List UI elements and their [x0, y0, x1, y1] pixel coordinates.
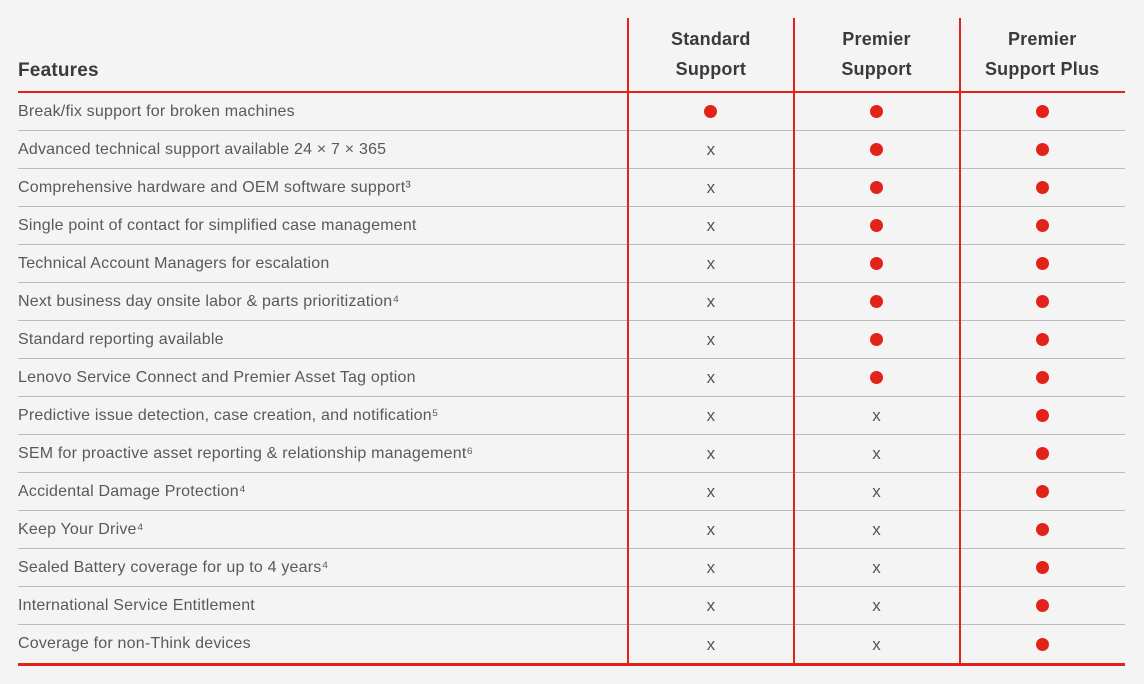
not-included-x-mark: x: [706, 216, 716, 235]
column-divider-line: [793, 18, 795, 666]
value-cell: [794, 407, 960, 424]
included-dot-icon: [1036, 561, 1049, 574]
column-header-line: Support: [841, 59, 912, 79]
included-dot-icon: [1036, 447, 1049, 460]
value-cell: [959, 485, 1125, 498]
value-cell: [628, 559, 794, 576]
column-header-line: Standard: [671, 29, 751, 49]
value-cell: [628, 521, 794, 538]
support-comparison-table: [18, 14, 1125, 666]
value-cell: [628, 369, 794, 386]
included-dot-icon: [1036, 219, 1049, 232]
feature-label: Standard reporting available: [18, 330, 224, 348]
feature-label: Keep Your Drive⁴: [18, 520, 144, 538]
feature-label: Break/fix support for broken machines: [18, 102, 295, 120]
value-cell: [794, 257, 960, 270]
column-header-premier-support: [794, 14, 960, 91]
included-dot-icon: [1036, 257, 1049, 270]
included-dot-icon: [870, 371, 883, 384]
features-column-header: Features: [18, 60, 99, 81]
not-included-x-mark: x: [706, 178, 716, 197]
feature-label: Comprehensive hardware and OEM software support³: [18, 178, 411, 196]
value-cell: [959, 599, 1125, 612]
value-cell: [794, 105, 960, 118]
included-dot-icon: [1036, 523, 1049, 536]
included-dot-icon: [870, 257, 883, 270]
included-dot-icon: [1036, 485, 1049, 498]
included-dot-icon: [1036, 295, 1049, 308]
value-cell: [794, 371, 960, 384]
included-dot-icon: [1036, 333, 1049, 346]
column-header-line: Premier: [1007, 29, 1077, 49]
not-included-x-mark: x: [872, 634, 881, 654]
value-cell: [959, 295, 1125, 308]
value-cell: [959, 523, 1125, 536]
included-dot-icon: [870, 105, 883, 118]
not-included-x-mark: x: [706, 596, 716, 615]
column-header-line: Premier: [842, 29, 911, 49]
column-header-line: Support: [675, 59, 747, 79]
value-cell: [794, 445, 960, 462]
value-cell: [628, 445, 794, 462]
included-dot-icon: [870, 219, 883, 232]
not-included-x-mark: x: [706, 444, 716, 463]
value-cell: [959, 638, 1125, 651]
not-included-x-mark: x: [872, 406, 881, 425]
value-cell: [794, 143, 960, 156]
feature-label: Coverage for non-Think devices: [18, 635, 251, 652]
included-dot-icon: [870, 333, 883, 346]
included-dot-icon: [870, 143, 883, 156]
value-cell: [628, 407, 794, 424]
value-cell: [628, 179, 794, 196]
feature-label: SEM for proactive asset reporting & relationship management⁶: [18, 444, 474, 462]
included-dot-icon: [1036, 409, 1049, 422]
value-cell: [628, 217, 794, 234]
value-cell: [794, 181, 960, 194]
value-cell: [959, 257, 1125, 270]
not-included-x-mark: x: [706, 254, 716, 273]
not-included-x-mark: x: [706, 482, 716, 501]
included-dot-icon: [1036, 371, 1049, 384]
value-cell: [794, 559, 960, 576]
included-dot-icon: [870, 181, 883, 194]
value-cell: [628, 597, 794, 614]
not-included-x-mark: x: [706, 330, 716, 349]
value-cell: [628, 636, 794, 653]
value-cell: [628, 293, 794, 310]
not-included-x-mark: x: [706, 406, 716, 425]
value-cell: [794, 597, 960, 614]
value-cell: [959, 181, 1125, 194]
value-cell: [794, 483, 960, 500]
value-cell: [794, 333, 960, 346]
value-cell: [794, 219, 960, 232]
value-cell: [628, 255, 794, 272]
column-header-line: Support Plus: [984, 59, 1100, 79]
feature-label: International Service Entitlement: [18, 596, 255, 614]
value-cell: [959, 105, 1125, 118]
value-cell: [959, 371, 1125, 384]
feature-label: Advanced technical support available 24 × 7 × 365: [18, 140, 387, 158]
value-cell: [959, 143, 1125, 156]
feature-label: Predictive issue detection, case creation, and notification⁵: [18, 406, 439, 424]
included-dot-icon: [1036, 638, 1049, 651]
feature-label: Next business day onsite labor & parts prioritization⁴: [18, 292, 400, 310]
column-divider-line: [627, 18, 629, 666]
value-cell: [959, 409, 1125, 422]
not-included-x-mark: x: [872, 482, 881, 501]
value-cell: [959, 333, 1125, 346]
not-included-x-mark: x: [706, 634, 716, 654]
value-cell: [628, 331, 794, 348]
included-dot-icon: [1036, 181, 1049, 194]
included-dot-icon: [1036, 143, 1049, 156]
value-cell: [794, 521, 960, 538]
not-included-x-mark: x: [706, 140, 716, 159]
value-cell: [959, 561, 1125, 574]
value-cell: [628, 141, 794, 158]
value-cell: [794, 636, 960, 653]
column-header-premier-support-plus: [959, 14, 1125, 91]
value-cell: [794, 295, 960, 308]
not-included-x-mark: x: [872, 444, 881, 463]
column-header-standard-support: [628, 14, 794, 91]
feature-label: Sealed Battery coverage for up to 4 years⁴: [18, 558, 329, 576]
included-dot-icon: [1036, 599, 1049, 612]
not-included-x-mark: x: [872, 596, 881, 615]
feature-label: Accidental Damage Protection⁴: [18, 482, 246, 500]
value-cell: [959, 219, 1125, 232]
not-included-x-mark: x: [872, 520, 881, 539]
value-cell: [628, 105, 794, 118]
not-included-x-mark: x: [706, 558, 716, 577]
included-dot-icon: [704, 105, 717, 118]
feature-label: Technical Account Managers for escalation: [18, 254, 330, 272]
column-divider-line: [959, 18, 961, 666]
not-included-x-mark: x: [706, 520, 716, 539]
not-included-x-mark: x: [706, 292, 716, 311]
feature-label: Lenovo Service Connect and Premier Asset Tag option: [18, 368, 416, 386]
included-dot-icon: [870, 295, 883, 308]
not-included-x-mark: x: [872, 558, 881, 577]
feature-label: Single point of contact for simplified case management: [18, 216, 417, 234]
value-cell: [959, 447, 1125, 460]
value-cell: [628, 483, 794, 500]
included-dot-icon: [1036, 105, 1049, 118]
not-included-x-mark: x: [706, 368, 716, 387]
